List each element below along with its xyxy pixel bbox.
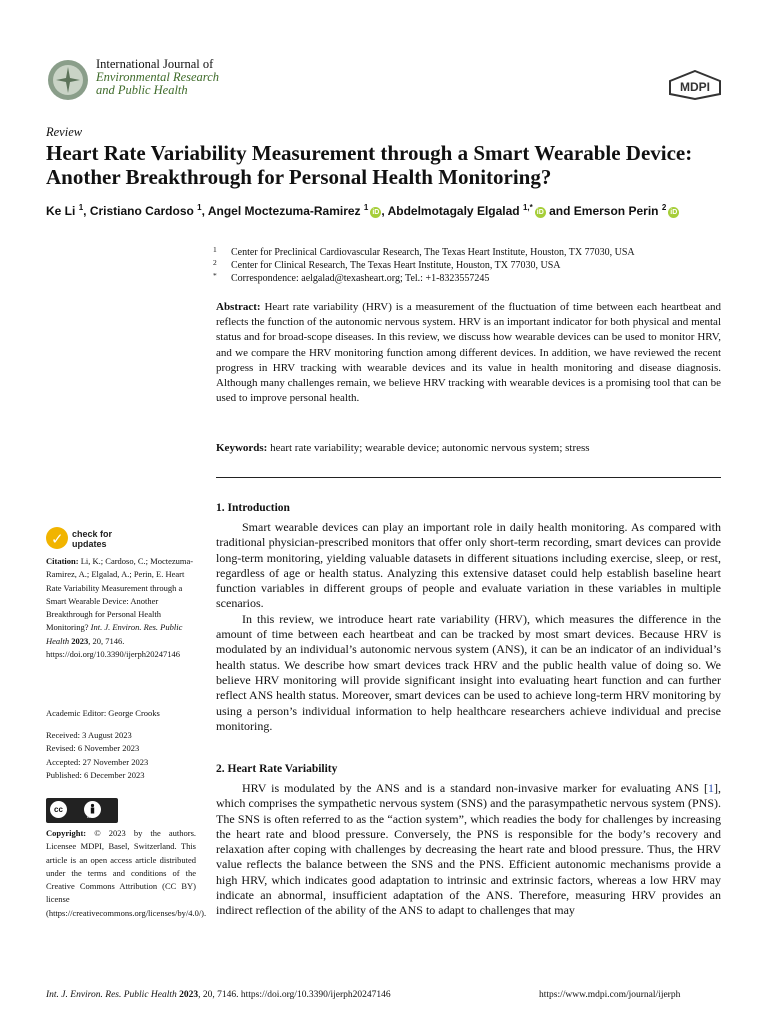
copyright-text: © 2023 by the authors. Licensee MDPI, Basel, Switzerland. This article is an open access article distributed under the terms and conditions of the Creative Commons Attribution (CC BY) license (https://creativecommons.org/licenses/by/4.0/).: [46, 828, 207, 918]
correspondence-text[interactable]: Correspondence: aelgalad@texasheart.org; Tel.: +1-8323557245: [231, 273, 490, 284]
citation-journal: Int. J. Environ. Res. Public Health: [46, 622, 183, 646]
abstract: [216, 300, 721, 406]
journal-title-line1: Environmental Research: [96, 70, 219, 84]
journal-logo-icon: [46, 58, 90, 102]
academic-editor: Academic Editor: George Crooks: [46, 708, 160, 718]
citation-label: Citation:: [46, 556, 79, 566]
date-accepted: Accepted: 27 November 2023: [46, 756, 149, 767]
author-name[interactable]: Angel Moctezuma-Ramirez: [207, 204, 361, 218]
author-separator: ,: [201, 204, 208, 218]
footer-journal-url[interactable]: https://www.mdpi.com/journal/ijerph: [539, 990, 681, 1000]
author-affil-mark: 1: [197, 203, 202, 212]
author-affil-mark: 1,*: [522, 203, 533, 212]
author-separator: and: [545, 204, 574, 218]
article-title: Heart Rate Variability Measurement through a Smart Wearable Device: Another Breakthrough for Personal Health Monitoring?: [46, 141, 693, 189]
date-published: Published: 6 December 2023: [46, 769, 145, 780]
citation-doi[interactable]: , 20, 7146. https://doi.org/10.3390/ijerph20247146: [46, 635, 180, 660]
section-heading-introduction: 1. Introduction: [216, 502, 290, 514]
keywords-label: Keywords:: [216, 442, 268, 454]
date-revised: Revised: 6 November 2023: [46, 743, 140, 754]
section-divider: [216, 477, 721, 478]
footer-doi[interactable]: , 20, 7146. https://doi.org/10.3390/ijerph20247146: [198, 990, 391, 1000]
paragraph: In this review, we introduce heart rate variability (HRV), which measures the difference in the amount of time between each heartbeat and can be tracked by most smart devices. Because HRV is modulated by an individual’s autonomic nervous system (ANS), it can be an indicator of an individual’s health status. We describe how smart devices track HRV and the public health value of doing so. We believe HRV monitoring will provide significant insight into evaluating heart function and can further reflect ANS health status. Moreover, smart devices can be used to achieve long-term HRV monitoring by using a person’s individual information to help healthcare researchers achieve individual and precise monitoring.: [216, 611, 721, 733]
hrv-body: [216, 781, 721, 919]
correspondence: [213, 272, 733, 285]
journal-prefix: International Journal of: [96, 57, 214, 71]
affiliation-mark: *: [213, 271, 217, 280]
author-separator: ,: [83, 204, 90, 218]
affiliation-mark: 2: [213, 258, 217, 267]
abstract-text: Heart rate variability (HRV) is a measurement of the fluctuation of time between each heartbeat and reflects the function of the autonomic nervous system. HRV is an important indicator for both physical and mental status and for broad-scope diseases. In this review, we discuss how wearable devices can be used to monitor HRV, and we compare the HRV monitoring function among different devices. In addition, we have reviewed the recent progress in HRV tracking with wearable devices and its value in health monitoring and disease diagnosis. Although many challenges remain, we believe HRV tracking with wearable devices is a promising tool that can be used to improve personal health.: [216, 301, 722, 405]
check-updates-icon: ✓: [46, 527, 68, 549]
keywords-text: heart rate variability; wearable device; autonomic nervous system; stress: [270, 442, 590, 454]
publisher-name: MDPI: [680, 80, 710, 94]
affiliation-mark: 1: [213, 245, 217, 254]
author-affil-mark: 2: [661, 203, 667, 212]
check-updates-label: [72, 529, 112, 549]
paragraph-text: ], which comprises the sympathetic nervous system (SNS) and the parasympathetic nervous system (PNS). The SNS is often referred to as the “action system”, which readies the body for challenges by increasing the heart rate and blood pressure. Conversely, the PNS is responsible for the body’s recovery and relaxation after coping with challenges by decreasing the heart rate and blood pressure. Thus, the HRV value reflects the balance between the SNS and the PNS. Efficient autonomic mechanisms provide a high HRV, which indicates good adaptation to intrinsic and extrinsic factors, whereas a low HRV may indicate an abnormal, insufficient adaptation of the ANS. Therefore, measuring HRV provides an indirect reflection of the ability of the ANS to adapt to challenges that may: [216, 781, 721, 918]
author-separator: ,: [381, 204, 388, 218]
affiliations: [213, 246, 733, 285]
cc-by-text: BY: [87, 814, 94, 820]
article-type: Review: [46, 125, 83, 139]
affiliation-item: [213, 259, 733, 272]
check-for-updates-button[interactable]: [46, 527, 126, 553]
copyright-block: [46, 827, 207, 920]
author-name[interactable]: Abdelmotagaly Elgalad: [387, 204, 520, 218]
author-list: [46, 203, 736, 218]
author-name[interactable]: Ke Li: [46, 204, 76, 218]
orcid-icon[interactable]: iD: [670, 209, 678, 216]
footer-journal: Int. J. Environ. Res. Public Health: [46, 990, 177, 1000]
orcid-icon[interactable]: iD: [536, 209, 544, 216]
citation-link[interactable]: 1: [708, 781, 714, 795]
orcid-icon[interactable]: iD: [372, 209, 380, 216]
footer-year: 2023: [179, 990, 199, 1000]
introduction-body: [216, 520, 721, 734]
author-affil-mark: 1: [363, 203, 369, 212]
citation-text: Li, K.; Cardoso, C.; Moctezuma-Ramirez, A.; Elgalad, A.; Perin, E. Heart Rate Variability Measurement through a Smart Wearable Device: Another Breakthrough for Personal Health Monitoring?: [46, 556, 194, 633]
footer-citation: [46, 990, 391, 1000]
citation-year: 2023: [71, 635, 89, 646]
keywords: [216, 442, 721, 454]
affiliation-item: [213, 246, 733, 259]
journal-title-line2: and Public Health: [96, 83, 188, 97]
check-line1: check for: [72, 529, 113, 539]
affiliation-text: Center for Clinical Research, The Texas Heart Institute, Houston, TX 77030, USA: [231, 260, 561, 271]
paragraph: Smart wearable devices can play an important role in daily health monitoring. As compared with traditional physician-prescribed monitors that offer only short-term recording, smart devices can provide long-term monitoring, yielding valuable datasets in different situations including exercise, sleep, or rest, regardless of age or health status. Analyzing this extensive dataset could help establish baseline heart function variables in different groups of people and evaluate variation in these variables in multiple scenarios.: [216, 520, 721, 611]
author-name[interactable]: Cristiano Cardoso: [89, 204, 194, 218]
copyright-label: Copyright:: [46, 828, 87, 838]
check-line2: updates: [72, 539, 107, 549]
section-heading-hrv: 2. Heart Rate Variability: [216, 763, 338, 775]
mdpi-logo: [668, 70, 722, 100]
paragraph-text: HRV is modulated by the ANS and is a standard non-invasive marker for evaluating ANS [: [242, 781, 708, 795]
publication-dates: [46, 729, 196, 782]
author-name[interactable]: Emerson Perin: [573, 204, 659, 218]
cc-by-license-badge[interactable]: [46, 798, 118, 823]
cc-icon: cc: [50, 801, 67, 818]
affiliation-text: Center for Preclinical Cardiovascular Research, The Texas Heart Institute, Houston, TX 77030, USA: [231, 247, 635, 258]
author-affil-mark: 1: [78, 203, 84, 212]
citation-block: [46, 555, 196, 661]
paragraph: [216, 781, 721, 919]
abstract-label: Abstract:: [216, 301, 261, 313]
journal-name: [96, 58, 219, 97]
date-received: Received: 3 August 2023: [46, 730, 132, 740]
